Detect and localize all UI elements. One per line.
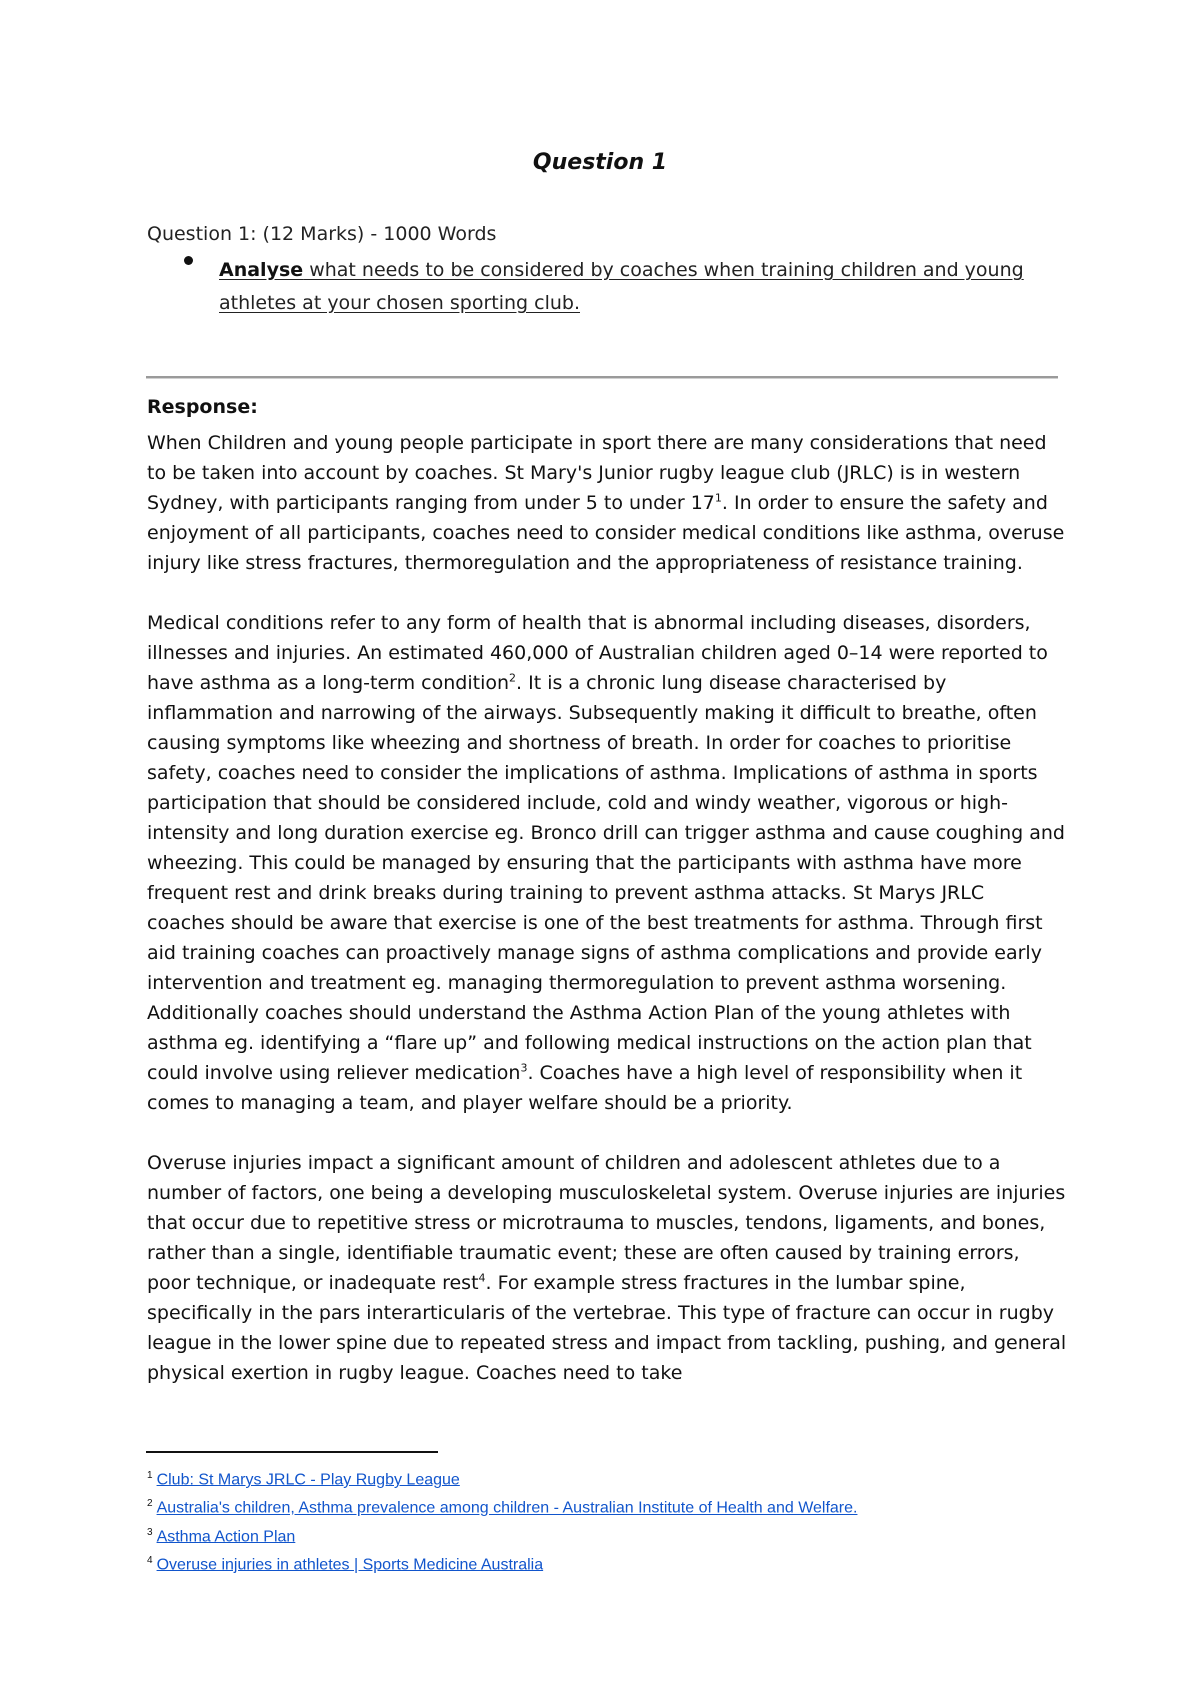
- response-body: [147, 428, 1067, 1418]
- footnote-number: 3: [147, 1526, 153, 1538]
- paragraph-overuse-injuries: [147, 1148, 1067, 1388]
- bullet-icon: [184, 256, 193, 265]
- task-text: what needs to be considered by coaches when training children and young athletes at your chosen sporting club.: [219, 259, 1024, 314]
- page-title: Question 1: [532, 150, 668, 175]
- footnote-ref-4[interactable]: 4: [478, 1271, 486, 1285]
- footnote-number: 4: [147, 1554, 153, 1566]
- footnote-ref-1[interactable]: 1: [714, 491, 722, 505]
- footnote-item: [147, 1521, 1097, 1549]
- paragraph-medical-conditions: [147, 608, 1067, 1118]
- task-verb: Analyse: [219, 259, 304, 281]
- footnote-separator: [146, 1451, 438, 1453]
- footnote-link[interactable]: Asthma Action Plan: [156, 1527, 296, 1545]
- paragraph-text: Overuse injuries impact a significant amount of children and adolescent athletes due to a number of factors, one being a developing musculoskeletal system. Overuse injuries are injuries that occur due to repetitive stress or microtrauma to muscles, tendons, ligaments, and bones, rather than a single, identifiable traumatic event; these are often caused by training errors, poor technique, or inadequate rest: [147, 1152, 1066, 1294]
- paragraph-text: When Children and young people participate in sport there are many considerations that need to be taken into account by coaches. St Mary's Junior rugby league club (JRLC) is in western Sydney, with participants ranging from under 5 to under 17: [147, 432, 1047, 514]
- question-heading: Question 1: (12 Marks) - 1000 Words: [147, 223, 497, 245]
- footnote-number: 2: [147, 1498, 153, 1510]
- footnote-item: [147, 1549, 1097, 1577]
- footnote-number: 1: [147, 1470, 153, 1481]
- footnote-ref-3[interactable]: 3: [520, 1061, 528, 1075]
- paragraph-text: . It is a chronic lung disease characterised by inflammation and narrowing of the airways. Subsequently making it difficult to breathe, often causing symptoms like wheezing and shortness of breath. In order for coaches to prioritise safety, coaches need to consider the implications of asthma. Implications of asthma in sports participation that should be considered include, cold and windy weather, vigorous or high-intensity and long duration exercise eg. Bronco drill can trigger asthma and cause coughing and wheezing. This could be managed by ensuring that the participants with asthma have more frequent rest and drink breaks during training to prevent asthma attacks. St Marys JRLC coaches should be aware that exercise is one of the best treatments for asthma. Through first aid training coaches can proactively manage signs of asthma complications and provide early intervention and treatment eg. managing thermoregulation to prevent asthma worsening. Additionally coaches should understand the Asthma Action Plan of the young athletes with asthma eg. identifying a “flare up” and following medical instructions on the action plan that could involve using reliever medication: [147, 672, 1065, 1084]
- paragraph-text: . For example stress fractures in the lumbar spine, specifically in the pars interarticularis of the vertebrae. This type of fracture can occur in rugby league in the lower spine due to repeated stress and impact from tackling, pushing, and general physical exertion in rugby league. Coaches need to take: [147, 1272, 1067, 1384]
- task-instruction: [219, 254, 1059, 320]
- paragraph-text: Medical conditions refer to any form of health that is abnormal including diseases, disorders, illnesses and injuries. An estimated 460,000 of Australian children aged 0–14 were reported to have asthma as a long-term condition: [147, 612, 1048, 694]
- footnotes: [147, 1464, 1097, 1577]
- paragraph-text: . In order to ensure the safety and enjoyment of all participants, coaches need to consider medical conditions like asthma, overuse injury like stress fractures, thermoregulation and the appropriateness of resistance training.: [147, 492, 1065, 574]
- footnote-item: [147, 1492, 1097, 1520]
- horizontal-rule: [146, 376, 1058, 379]
- footnote-link[interactable]: Overuse injuries in athletes | Sports Medicine Australia: [156, 1556, 544, 1574]
- paragraph-text: . Coaches have a high level of responsibility when it comes to managing a team, and player welfare should be a priority.: [147, 1062, 1023, 1114]
- footnote-link[interactable]: Australia's children, Asthma prevalence among children - Australian Institute of Health and Welfare.: [156, 1499, 858, 1517]
- footnote-item: [147, 1464, 1097, 1492]
- response-label: Response:: [147, 396, 258, 418]
- paragraph-intro: [147, 428, 1067, 578]
- footnote-ref-2[interactable]: 2: [509, 671, 517, 685]
- footnote-link[interactable]: Club: St Marys JRLC - Play Rugby League: [156, 1471, 460, 1489]
